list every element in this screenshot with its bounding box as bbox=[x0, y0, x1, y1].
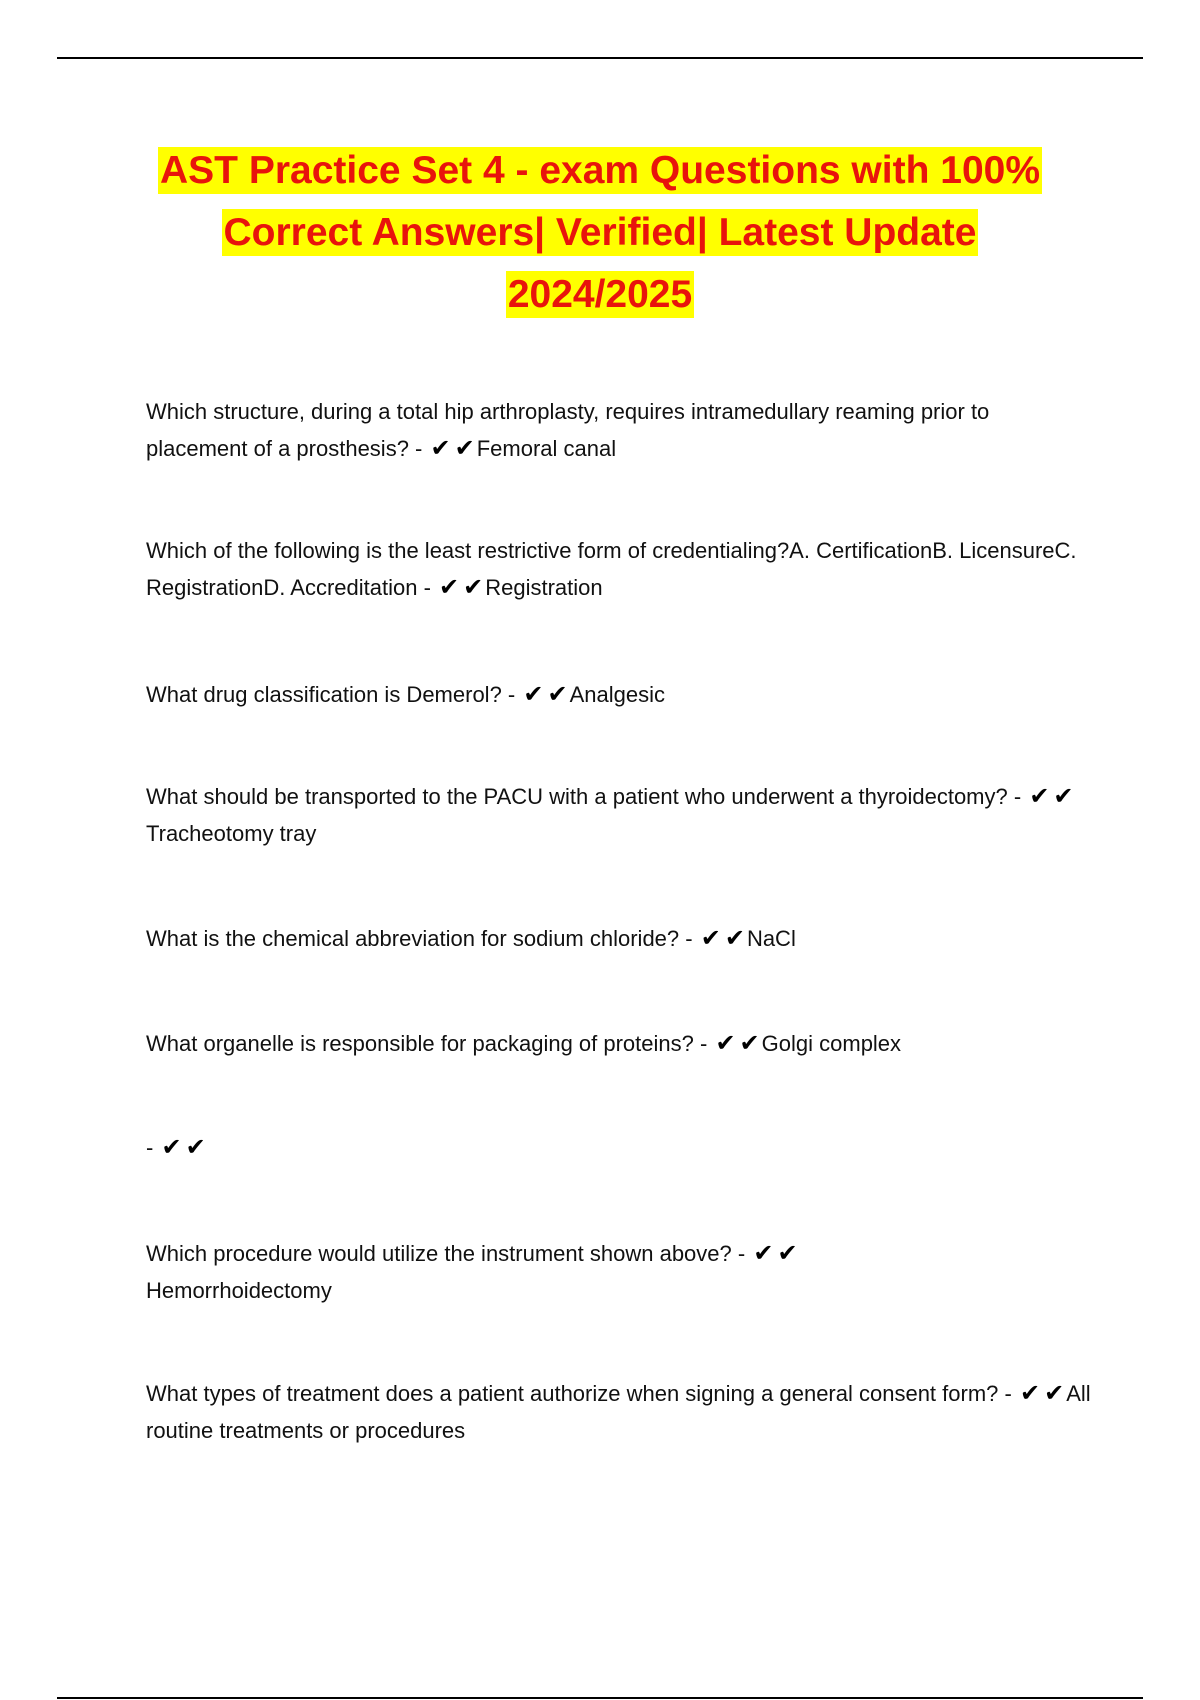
answer-text: Registration bbox=[485, 575, 603, 600]
question-text: What should be transported to the PACU with a patient who underwent a thyroidectomy? bbox=[146, 784, 1008, 809]
check-icon: ✔ bbox=[1019, 1379, 1041, 1407]
title-line-2: Correct Answers| Verified| Latest Update bbox=[223, 211, 977, 254]
answer-separator: - bbox=[998, 1381, 1018, 1406]
document-title bbox=[100, 140, 1100, 326]
check-icon: ✔ bbox=[161, 1133, 182, 1161]
answer-separator: - bbox=[731, 1241, 752, 1266]
qa-item bbox=[146, 676, 1096, 713]
question-text: Which procedure would utilize the instrument shown above? bbox=[146, 1241, 732, 1266]
check-icon: ✔ bbox=[1053, 782, 1074, 810]
check-icon: ✔ bbox=[777, 1239, 798, 1267]
answer-separator: - bbox=[417, 575, 438, 600]
answer-separator: - bbox=[1007, 784, 1028, 809]
title-line-1: AST Practice Set 4 - exam Questions with 100% bbox=[160, 149, 1040, 192]
check-icon: ✔ bbox=[1029, 782, 1050, 810]
check-icon: ✔ bbox=[1044, 1379, 1065, 1407]
qa-item bbox=[146, 920, 1096, 957]
answer-separator: - bbox=[501, 682, 522, 707]
check-icon: ✔ bbox=[439, 573, 460, 601]
check-icon: ✔ bbox=[753, 1239, 774, 1267]
check-icon: ✔ bbox=[700, 924, 721, 952]
question-text: Which structure, during a total hip arthroplasty, requires intramedullary reaming prior to placement of a prosthesis? bbox=[146, 399, 990, 461]
question-text: What types of treatment does a patient authorize when signing a general consent form? bbox=[146, 1381, 999, 1406]
answer-text: Hemorrhoidectomy bbox=[146, 1278, 332, 1303]
question-text: What organelle is responsible for packaging of proteins? bbox=[146, 1031, 694, 1056]
answer-separator: - bbox=[408, 436, 429, 461]
check-icon: ✔ bbox=[547, 680, 568, 708]
title-line-3: 2024/2025 bbox=[507, 273, 693, 316]
answer-text: Analgesic bbox=[569, 682, 665, 707]
check-icon: ✔ bbox=[185, 1133, 206, 1161]
check-icon: ✔ bbox=[724, 924, 745, 952]
answer-text: Golgi complex bbox=[761, 1031, 902, 1056]
bottom-rule bbox=[57, 1697, 1143, 1699]
answer-text: NaCl bbox=[746, 926, 796, 951]
question-text: Which of the following is the least restrictive form of credentialing?A. CertificationB. LicensureC. RegistrationD. Accreditation bbox=[146, 538, 1077, 600]
qa-item bbox=[146, 1235, 846, 1309]
top-rule bbox=[57, 57, 1143, 59]
answer-text: Femoral canal bbox=[476, 436, 617, 461]
qa-item bbox=[146, 393, 1096, 467]
answer-separator: - bbox=[693, 1031, 714, 1056]
check-icon: ✔ bbox=[715, 1029, 736, 1057]
qa-item bbox=[146, 532, 1096, 606]
answer-text: All routine treatments or procedures bbox=[146, 1381, 1091, 1443]
check-icon: ✔ bbox=[454, 434, 475, 462]
qa-item bbox=[146, 1025, 1096, 1062]
check-icon: ✔ bbox=[463, 573, 484, 601]
question-text: What drug classification is Demerol? bbox=[146, 682, 502, 707]
check-icon: ✔ bbox=[739, 1029, 760, 1057]
check-icon: ✔ bbox=[523, 680, 544, 708]
question-text: What is the chemical abbreviation for sodium chloride? bbox=[146, 926, 680, 951]
answer-separator: - bbox=[146, 1135, 160, 1160]
qa-item bbox=[146, 778, 1096, 852]
check-icon: ✔ bbox=[430, 434, 451, 462]
answer-text: Tracheotomy tray bbox=[146, 821, 317, 846]
qa-item-image-question bbox=[146, 1129, 1096, 1166]
qa-item bbox=[146, 1375, 1096, 1449]
answer-separator: - bbox=[679, 926, 699, 951]
